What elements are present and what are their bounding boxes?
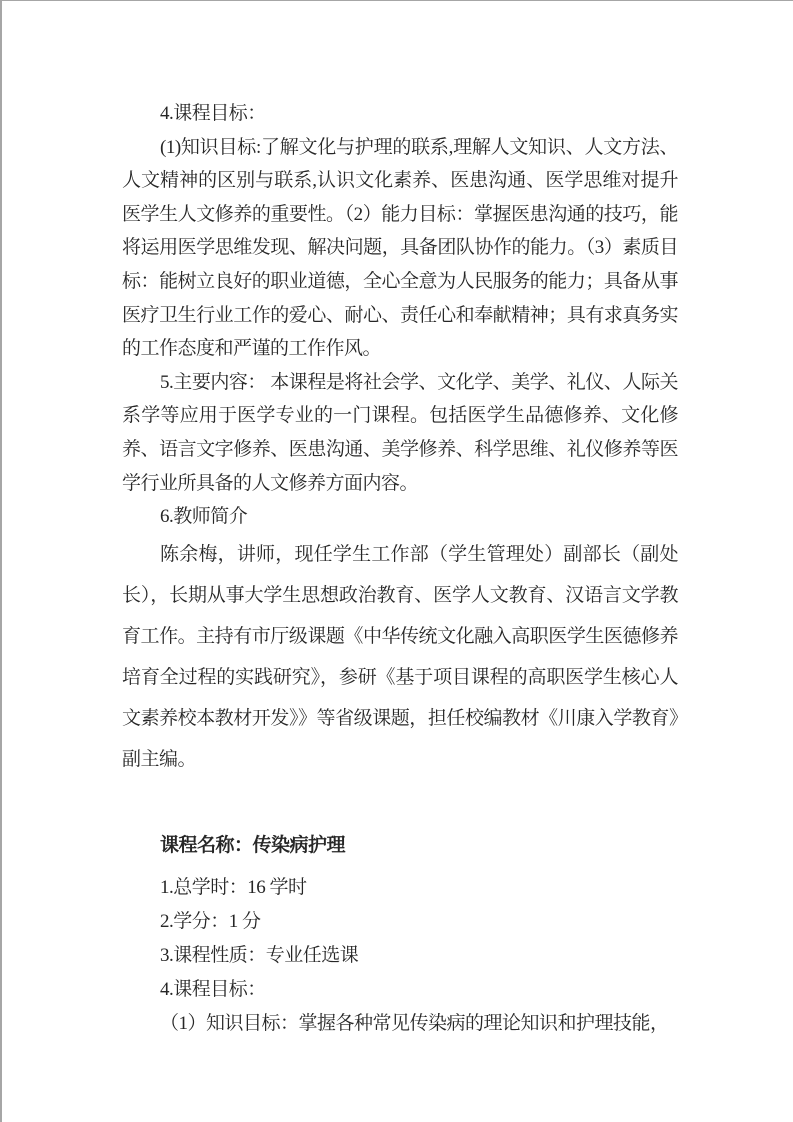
item-teacher-intro-label: 6.教师简介 — [160, 506, 248, 528]
paragraph-knowledge-objective: （1）知识目标：掌握各种常见传染病的理论知识和护理技能， — [160, 1012, 669, 1034]
item-course-objectives-label: 4.课程目标： — [160, 103, 266, 124]
item-course-type: 3.课程性质：专业任选课 — [160, 944, 359, 966]
course-info-list — [122, 871, 678, 1041]
paragraph-course-objectives-detail: (1)知识目标:了解文化与护理的联系,理解人文知识、人文方法、人文精神的区别与联系,认识文化素养、医患沟通、医学思维对提升医学生人文修养的重要性。（2）能力目标：掌握医患沟通的技巧，能将运用医学思维发现、解决问题，具备团队协作的能力。（3）素质目标：能树立良好的职业道德，全心全意为人民服务的能力；具备从事医疗卫生行业工作的爱心、耐心、责任心和奉献精神；具有求真务实的工作态度和严谨的工作作风。 — [122, 136, 678, 360]
course-title-heading: 课程名称：传染病护理 — [160, 834, 346, 856]
item-total-hours: 1.总学时：16 学时 — [160, 876, 307, 898]
document-body — [122, 97, 678, 1041]
item-credits: 2.学分：1 分 — [160, 910, 261, 932]
item-course-objectives-label-2: 4.课程目标： — [160, 978, 266, 1000]
paragraph-main-content: 5.主要内容： 本课程是将社会学、文化学、美学、礼仪、人际关系学等应用于医学专业的一门课程。包括医学生品德修养、文化修养、语言文字修养、医患沟通、美学修养、科学思维、礼仪修养等医学行业所具备的人文修养方面内容。 — [122, 371, 678, 494]
paragraph-teacher-bio: 陈余梅，讲师，现任学生工作部（学生管理处）副部长（副处长），长期从事大学生思想政治教育、医学人文教育、汉语言文学教育工作。主持有市厅级课题《中华传统文化融入高职医学生医德修养培育全过程的实践研究》，参研《基于项目课程的高职医学生核心人文素养校本教材开发》》等省级课题，担任校编教材《川康入学教育》副主编。 — [122, 543, 678, 770]
